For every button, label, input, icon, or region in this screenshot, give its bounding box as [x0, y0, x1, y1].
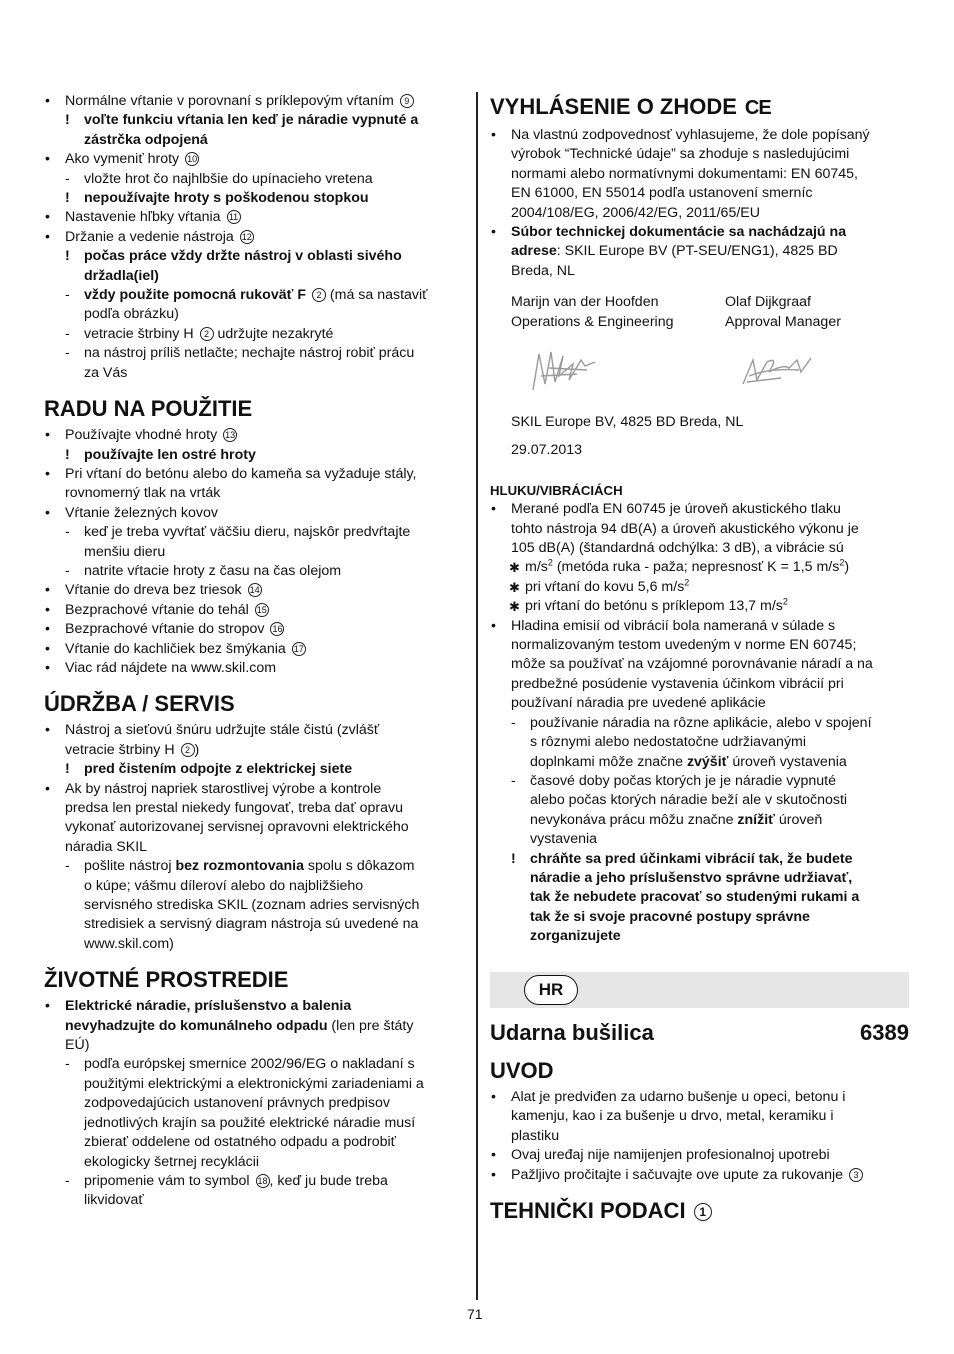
bullet-marker: • — [45, 640, 50, 657]
bullet-marker: • — [491, 1166, 496, 1183]
list-line — [44, 286, 469, 305]
left-column — [44, 92, 469, 1211]
list-line — [44, 896, 469, 915]
text-segment: likvidovať — [84, 1192, 144, 1209]
text-segment: pri vŕtaní do kovu 5,6 m/s — [525, 578, 685, 595]
text-segment: Ak by nástroj napriek starostlivej výrobe a kontrole — [65, 780, 382, 797]
text-segment: úroveň — [774, 811, 823, 828]
product-title: Udarna bušilica — [490, 1020, 654, 1045]
section-heading-vyhlasenie: VYHLÁSENIE O ZHODE CE — [490, 94, 771, 119]
text-segment: 2004/108/EG, 2006/42/EG, 2011/65/EU — [511, 204, 760, 221]
bullet-marker: • — [45, 582, 50, 599]
signature-2-image — [739, 350, 819, 390]
text-segment: tohto nástroja 94 dB(A) a úroveň akustického výkonu je — [511, 520, 859, 537]
list-line — [44, 659, 469, 678]
list-line — [44, 780, 469, 799]
list-line — [44, 760, 469, 779]
list-line — [44, 1055, 469, 1074]
list-line — [490, 927, 910, 946]
dash-marker: - — [65, 287, 70, 304]
text-segment: Vŕtanie železných kovov — [65, 504, 218, 521]
text-segment: alebo počas ktorých náradie beží ale v skutočnosti — [530, 792, 848, 809]
list-line — [490, 1127, 910, 1146]
text-segment: chráňte sa pred účinkami vibrácií tak, že budete — [530, 850, 853, 867]
list-line — [490, 908, 910, 927]
list-line — [44, 877, 469, 896]
text-segment: m/s — [525, 559, 548, 576]
text-segment: zbierať oddelene od ostatného odpadu a podrobiť — [84, 1134, 396, 1151]
list-line — [44, 1017, 469, 1036]
asterisk-marker: ✱ — [509, 560, 520, 576]
maintenance-list — [44, 721, 469, 954]
list-line — [490, 204, 910, 223]
bullet-marker: • — [491, 224, 496, 241]
list-line — [490, 694, 910, 713]
text-segment: stredisiek a servisný diagram nástroja sú uvedené na — [84, 916, 419, 933]
section-heading-radu: RADU NA POUŽITIE — [44, 396, 253, 422]
list-line — [44, 543, 469, 562]
signer1-name: Marijn van der Hoofden — [511, 294, 659, 311]
dash-marker: - — [65, 1056, 70, 1073]
text-segment: tak že nebudete pracovať so studenými rukami a — [530, 889, 860, 906]
text-segment: Nástroj a sieťovú šnúru udržujte stále čistú (zvlášť — [65, 722, 380, 739]
text-segment: Nastavenie hľbky vŕtania — [65, 209, 225, 226]
text-segment: www.skil.com) — [84, 935, 174, 952]
dash-marker: - — [511, 714, 516, 731]
list-line — [44, 1036, 469, 1055]
text-segment: nevykonáva prácu môžu značne — [530, 811, 738, 828]
list-line — [44, 189, 469, 208]
warning-marker: ! — [65, 446, 70, 463]
figure-ref-number: 15 — [256, 604, 267, 615]
text-segment: jednotlivých krajín sa použité elektrické náradie musí — [84, 1114, 416, 1131]
bullet-marker: • — [45, 151, 50, 168]
warning-marker: ! — [65, 190, 70, 207]
text-segment: Merané podľa EN 60745 je úroveň akustického tlaku — [511, 501, 841, 518]
warning-marker: ! — [65, 761, 70, 778]
list-line — [490, 1088, 910, 1107]
text-segment: keď je treba vyvŕtať väčšiu dieru, najskôr predvŕtajte — [84, 524, 411, 541]
text-segment: : SKIL Europe BV (PT-SEU/ENG1), 4825 BD — [556, 243, 838, 260]
warning-marker: ! — [65, 248, 70, 265]
list-line — [44, 857, 469, 876]
list-line — [490, 753, 910, 772]
list-line — [44, 267, 469, 286]
list-line — [44, 997, 469, 1016]
section-heading-udrzba: ÚDRŽBA / SERVIS — [44, 691, 235, 717]
list-line — [44, 150, 469, 169]
figure-ref-number: 10 — [187, 154, 198, 165]
list-line — [44, 1153, 469, 1172]
list-line — [44, 721, 469, 740]
text-segment: náradia SKIL — [65, 838, 148, 855]
list-line — [44, 601, 469, 620]
list-line — [44, 818, 469, 837]
asterisk-marker: ✱ — [509, 599, 520, 615]
text-segment: úroveň vystavenia — [728, 753, 847, 770]
dash-marker: - — [65, 325, 70, 342]
bullet-marker: • — [45, 209, 50, 226]
text-segment: Súbor technickej dokumentácie sa nachádzajú na — [511, 224, 847, 241]
section-heading-zivotne: ŽIVOTNÉ PROSTREDIE — [44, 967, 289, 993]
text-segment: za Vás — [84, 364, 128, 381]
list-line — [44, 523, 469, 542]
text-segment: Držanie a vedenie nástroja — [65, 228, 238, 245]
list-line — [490, 184, 910, 203]
text-segment: Viac rád nájdete na www.skil.com — [65, 659, 277, 676]
text-segment: používanie náradia na rôzne aplikácie, alebo v spojení — [530, 714, 872, 731]
figure-ref-number: 11 — [227, 210, 241, 224]
superscript: 2 — [782, 596, 788, 607]
list-line — [44, 208, 469, 227]
text-segment: Bezprachové vŕtanie do tehál — [65, 601, 253, 618]
figure-ref-number: 12 — [241, 231, 252, 242]
superscript: 2 — [547, 557, 553, 568]
list-line — [44, 1133, 469, 1152]
list-line — [490, 262, 910, 281]
list-line — [490, 636, 910, 655]
list-line — [490, 558, 910, 577]
text-segment: (metóda ruka - paža; nepresnosť K = 1,5 m/s — [552, 559, 840, 576]
ce-mark-icon: CE — [744, 97, 771, 119]
text-segment: pošlite nástroj — [84, 858, 176, 875]
text-segment: Elektrické náradie, príslušenstvo a balenia — [65, 998, 352, 1015]
list-line — [44, 1094, 469, 1113]
list-line — [490, 1107, 910, 1126]
text-segment: vetracie štrbiny H — [84, 325, 198, 342]
figure-ref-number: 16 — [272, 624, 283, 635]
section-heading-uvod: UVOD — [490, 1058, 554, 1083]
text-segment: časové doby počas ktorých je je náradie vypnuté — [530, 772, 837, 789]
bullet-marker: • — [45, 998, 50, 1015]
text-segment: Ovaj uređaj nije namijenjen profesionalnoj upotrebi — [511, 1147, 830, 1164]
figure-ref-number: 18 — [257, 1175, 268, 1186]
figure-ref-number: 2 — [312, 288, 326, 302]
environment-list — [44, 997, 469, 1210]
list-line — [490, 888, 910, 907]
text-segment: o kúpe; vášmu díleroví alebo do najbližšieho — [84, 877, 364, 894]
signer2-name: Olaf Dijkgraaf — [725, 294, 811, 311]
text-segment: ) — [844, 559, 850, 576]
right-column — [490, 92, 910, 947]
figure-ref-number: 14 — [249, 585, 260, 596]
declaration-list — [490, 126, 910, 281]
list-line — [44, 247, 469, 266]
noise-vibration-list — [490, 500, 910, 946]
text-segment: bez rozmontovania — [175, 858, 304, 875]
text-segment: ekologicky šetrnej recyklácii — [84, 1153, 260, 1170]
text-segment: , keď ju bude treba — [269, 1172, 388, 1189]
text-segment: vždy použite pomocná rukoväť F — [84, 287, 310, 304]
intro-list — [490, 1088, 910, 1185]
list-line — [44, 344, 469, 363]
list-line — [490, 578, 910, 597]
list-line — [44, 741, 469, 760]
dash-marker: - — [65, 1172, 70, 1189]
list-line — [490, 655, 910, 674]
language-badge: HR — [524, 975, 578, 1005]
dash-marker: - — [65, 524, 70, 541]
warning-marker: ! — [65, 112, 70, 129]
list-line — [44, 111, 469, 130]
text-segment: Pri vŕtaní do betónu alebo do kameňa sa vyžaduje stály, — [65, 465, 417, 482]
list-line — [44, 504, 469, 523]
text-segment: môže sa používať na vzájomné porovnávanie náradí a na — [511, 656, 873, 673]
text-segment: nevyhadzujte do komunálneho odpadu — [65, 1017, 328, 1034]
list-line — [490, 830, 910, 849]
list-line — [44, 838, 469, 857]
bullet-marker: • — [45, 780, 50, 797]
list-line — [490, 242, 910, 261]
text-segment: držadla(iel) — [84, 267, 159, 284]
text-segment: spolu s dôkazom — [303, 858, 415, 875]
list-line — [44, 935, 469, 954]
bullet-marker: • — [491, 127, 496, 143]
list-line — [490, 617, 910, 636]
text-segment: Ako vymeniť hroty — [65, 151, 184, 168]
text-segment: Používajte vhodné hroty — [65, 427, 222, 444]
company-address: SKIL Europe BV, 4825 BD Breda, NL — [511, 414, 744, 431]
dash-marker: - — [511, 772, 516, 789]
figure-ref-number: 2 — [181, 743, 195, 757]
bullet-marker: • — [45, 601, 50, 618]
text-segment: normami alebo normatívnymi dokumentami: EN 60745, — [511, 165, 858, 182]
figure-ref-number: 3 — [849, 1168, 863, 1182]
croatian-section — [490, 1020, 910, 1224]
text-segment: pripomenie vám to symbol — [84, 1172, 254, 1189]
list-line — [490, 791, 910, 810]
list-line — [44, 484, 469, 503]
drilling-instructions-list — [44, 92, 469, 383]
list-line — [44, 1191, 469, 1210]
text-segment: s rôznymi alebo nedostatočne udržiavanými — [530, 734, 807, 751]
list-line — [44, 620, 469, 639]
list-line — [44, 228, 469, 247]
list-line — [44, 915, 469, 934]
list-line — [44, 581, 469, 600]
text-segment: na nástroj príliš netlačte; nechajte nástroj robiť prácu — [84, 345, 415, 362]
text-segment: Vŕtanie do dreva bez triesok — [65, 582, 246, 599]
bullet-marker: • — [491, 1089, 496, 1105]
bullet-marker: • — [45, 427, 50, 444]
text-segment: pred čistením odpojte z elektrickej siete — [84, 761, 353, 778]
text-segment: Na vlastnú zodpovednosť vyhlasujeme, že dole popísaný — [511, 127, 870, 143]
list-line — [44, 170, 469, 189]
list-line — [44, 799, 469, 818]
text-segment: používajte len ostré hroty — [84, 446, 256, 463]
list-line — [490, 520, 910, 539]
text-segment: (len pre štáty — [327, 1017, 414, 1034]
signatures — [511, 332, 910, 404]
text-segment: Pažljivo pročitajte i sačuvajte ove upute za rukovanje — [511, 1166, 847, 1183]
list-line — [490, 597, 910, 616]
list-line — [490, 675, 910, 694]
list-line — [490, 165, 910, 184]
text-segment: (má sa nastaviť — [325, 287, 428, 304]
bullet-marker: • — [45, 465, 50, 482]
superscript: 2 — [839, 557, 845, 568]
list-line — [44, 1172, 469, 1191]
text-segment: plastiku — [511, 1127, 560, 1144]
list-line — [490, 733, 910, 752]
bullet-marker: • — [491, 1147, 496, 1164]
list-line — [44, 562, 469, 581]
list-line — [44, 325, 469, 344]
text-segment: znížiť — [737, 811, 775, 828]
text-segment: adrese — [511, 243, 557, 260]
bullet-marker: • — [491, 501, 496, 518]
text-segment: 105 dB(A) (štandardná odchýlka: 3 dB), a vibrácie sú — [511, 540, 844, 557]
text-segment: predsa len prestal niekedy fungovať, treba dať opravu — [65, 800, 403, 816]
bullet-marker: • — [45, 659, 50, 676]
list-line — [490, 714, 910, 733]
bullet-marker: • — [45, 621, 50, 638]
signer1-role: Operations & Engineering — [511, 313, 674, 330]
list-line — [44, 92, 469, 111]
text-segment: normalizovaným testom uvedeným v norme EN 60745; — [511, 637, 857, 654]
bullet-marker: • — [491, 617, 496, 634]
dash-marker: - — [65, 170, 70, 187]
text-segment: EN 61000, EN 55014 podľa ustanovení smerníc — [511, 185, 813, 202]
text-segment: Vŕtanie do kachličiek bez šmýkania — [65, 640, 290, 657]
list-line — [44, 1075, 469, 1094]
text-segment: tak že si svoje pracovné postupy správne — [530, 908, 810, 925]
figure-ref-number: 13 — [225, 430, 236, 441]
list-line — [44, 426, 469, 445]
list-line — [44, 364, 469, 383]
text-segment: počas práce vždy držte nástroj v oblasti sivého — [84, 248, 402, 265]
text-segment: pri vŕtaní do betónu s príklepom 13,7 m/s — [525, 598, 783, 615]
list-line — [490, 869, 910, 888]
text-segment: vetracie štrbiny H — [65, 741, 179, 758]
text-segment: servisného strediska SKIL (zoznam adries servisných — [84, 897, 420, 914]
list-line — [490, 145, 910, 164]
warning-marker: ! — [511, 850, 516, 867]
list-line — [490, 850, 910, 869]
text-segment: vystavenia — [530, 831, 598, 848]
list-line — [490, 1146, 910, 1165]
text-segment: predbežné posúdenie vystavenia účinkom vibrácií pri — [511, 675, 844, 692]
figure-ref-number: 9 — [400, 94, 414, 108]
text-segment: EÚ) — [65, 1037, 90, 1054]
section-heading-tehnicki: TEHNIČKI PODACI 1 — [490, 1198, 910, 1224]
list-line — [44, 1114, 469, 1133]
text-segment: Breda, NL — [511, 262, 575, 279]
text-segment: Normálne vŕtanie v porovnaní s príklepovým vŕtaním — [65, 93, 398, 109]
asterisk-marker: ✱ — [509, 579, 520, 595]
text-segment: Bezprachové vŕtanie do stropov — [65, 621, 269, 638]
text-segment: podľa európskej smernice 2002/96/EG o nakladaní s — [84, 1056, 415, 1073]
declaration-date: 29.07.2013 — [511, 442, 583, 459]
bullet-marker: • — [45, 722, 50, 739]
list-line — [490, 772, 910, 791]
signer2-role: Approval Manager — [725, 313, 841, 330]
text-segment: zorganizujete — [530, 928, 621, 945]
dash-marker: - — [65, 858, 70, 875]
text-segment: Hladina emisií od vibrácií bola nameraná v súlade s — [511, 617, 836, 634]
text-segment: zvýšiť — [686, 753, 729, 770]
text-segment: doplnkami môže značne — [530, 753, 687, 770]
dash-marker: - — [65, 345, 70, 362]
tehnicki-figure-ref: 1 — [694, 1203, 712, 1221]
text-segment: použitými elektrickými a elektronickými zariadeniami a — [84, 1075, 424, 1092]
text-segment: kamenju, kao i za bušenje u drvo, metal, keramiku i — [511, 1108, 834, 1125]
text-segment: výrobok “Technické údaje” sa zhoduje s nasledujúcimi — [511, 146, 850, 163]
text-segment: vykonať autorizovanej servisnej opravovni elektrického — [65, 819, 409, 836]
list-line — [44, 305, 469, 324]
signature-block — [490, 293, 910, 461]
column-divider — [476, 92, 478, 1300]
text-segment: voľte funkciu vŕtania len keď je náradie vypnuté a — [84, 112, 419, 129]
text-segment: vložte hrot čo najhlbšie do upínacieho vretena — [84, 170, 373, 187]
list-line — [490, 126, 910, 145]
list-line — [490, 223, 910, 242]
dash-marker: - — [65, 562, 70, 579]
list-line — [490, 500, 910, 519]
list-line — [44, 131, 469, 150]
figure-ref-number: 17 — [293, 643, 304, 654]
bullet-marker: • — [45, 504, 50, 521]
list-line — [490, 539, 910, 558]
list-line — [490, 811, 910, 830]
signature-1-image — [529, 346, 609, 396]
text-segment: náradie a jeho príslušenstvo správne udržiavať, — [530, 869, 853, 886]
usage-tips-list — [44, 426, 469, 678]
product-title-row — [490, 1020, 910, 1046]
product-number: 6389 — [860, 1020, 909, 1045]
bullet-marker: • — [45, 93, 50, 109]
text-segment: zástrčka odpojená — [84, 131, 208, 148]
text-segment: udržujte nezakryté — [213, 325, 334, 342]
text-segment: zodpovedajúcich ustanovení právnych predpisov — [84, 1095, 391, 1112]
text-segment: podľa obrázku) — [84, 306, 179, 323]
language-band — [490, 972, 909, 1008]
text-segment: ) — [194, 741, 200, 758]
bullet-marker: • — [45, 228, 50, 245]
page-number: 71 — [467, 1306, 483, 1322]
text-segment: natrite vŕtacie hroty z času na čas olejom — [84, 562, 342, 579]
text-segment: nepoužívajte hroty s poškodenou stopkou — [84, 190, 369, 207]
text-segment: rovnomerný tlak na vrták — [65, 485, 221, 502]
text-segment: Alat je predviđen za udarno bušenje u opeci, betonu i — [511, 1089, 846, 1105]
list-line — [490, 1166, 910, 1185]
list-line — [44, 465, 469, 484]
figure-ref-number: 2 — [200, 327, 214, 341]
text-segment: používaní náradia pre uvedené aplikácie — [511, 695, 766, 712]
noise-vibration-heading: HLUKU/VIBRÁCIÁCH — [490, 482, 623, 498]
list-line — [44, 446, 469, 465]
text-segment: menšiu dieru — [84, 543, 166, 560]
list-line — [44, 640, 469, 659]
superscript: 2 — [684, 577, 690, 588]
